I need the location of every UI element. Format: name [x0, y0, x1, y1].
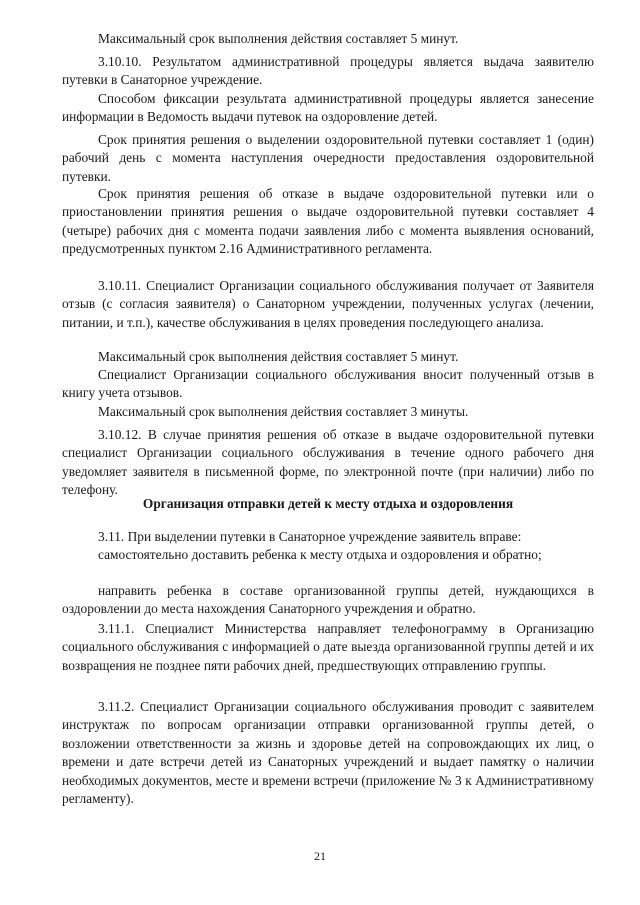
paragraph: Специалист Организации социального обслуживания вносит полученный отзыв в книгу учета отзывов. [62, 367, 594, 401]
paragraph: Способом фиксации результата административной процедуры является занесение информации в Ведомость выдачи путевок на оздоровление детей. [62, 91, 594, 125]
paragraph: Срок принятия решения об отказе в выдаче оздоровительной путевки или о приостановлении принятия решения о выдаче оздоровительной путевки составляет 4 (четыре) рабочих дня с момента подачи заявления либо с момента выявления оснований, предусмотренных пунктом 2.16 Административного регламента. [62, 186, 594, 257]
paragraph: Максимальный срок выполнения действия составляет 5 минут. [98, 31, 459, 46]
paragraph: Максимальный срок выполнения действия составляет 3 минуты. [98, 404, 469, 419]
paragraph: 3.10.12. В случае принятия решения об отказе в выдаче оздоровительной путевки специалист Организации социального обслуживания в течение одного рабочего дня уведомляет заявителя в письменной форме, по электронной почте (при наличии) либо по телефону. [62, 427, 594, 498]
paragraph: 3.10.10. Результатом административной процедуры является выдача заявителю путевки в Санаторное учреждение. [62, 54, 594, 88]
paragraph: 3.11. При выделении путевки в Санаторное учреждение заявитель вправе: [98, 529, 522, 544]
paragraph: 3.11.2. Специалист Организации социального обслуживания проводит с заявителем инструктаж по вопросам организации отправки организованной группы детей, о возложении ответственности за жизнь и здоровье детей на сопровождающих их лиц, о времени и дате встречи детей из Санаторных учреждений и выдает памятку о наличии необходимых документов, месте и времени встречи (приложение № 3 к Административному регламенту). [62, 699, 594, 807]
paragraph: направить ребенка в составе организованной группы детей, нуждающихся в оздоровлении до места нахождения Санаторного учреждения и обратно. [62, 583, 594, 617]
paragraph: 3.11.1. Специалист Министерства направляет телефонограмму в Организацию социального обслуживания с информацией о дате выезда организованной группы детей и их возвращения не позднее пяти рабочих дней, предшествующих отправлению группы. [62, 621, 594, 673]
paragraph: Максимальный срок выполнения действия составляет 5 минут. [98, 349, 459, 364]
paragraph: Срок принятия решения о выделении оздоровительной путевки составляет 1 (один) рабочий день с момента наступления очередности предоставления оздоровительной путевки. [62, 132, 594, 184]
section-heading: Организация отправки детей к месту отдыха и оздоровления [142, 496, 514, 511]
paragraph: самостоятельно доставить ребенка к месту отдыха и оздоровления и обратно; [98, 547, 542, 562]
paragraph: 3.10.11. Специалист Организации социального обслуживания получает от Заявителя отзыв (с согласия заявителя) о Санаторном учреждении, полученных услугах (лечении, питании, и т.п.), качестве обслуживания в целях проведения последующего анализа. [62, 278, 594, 330]
page-number: 21 [314, 849, 326, 863]
